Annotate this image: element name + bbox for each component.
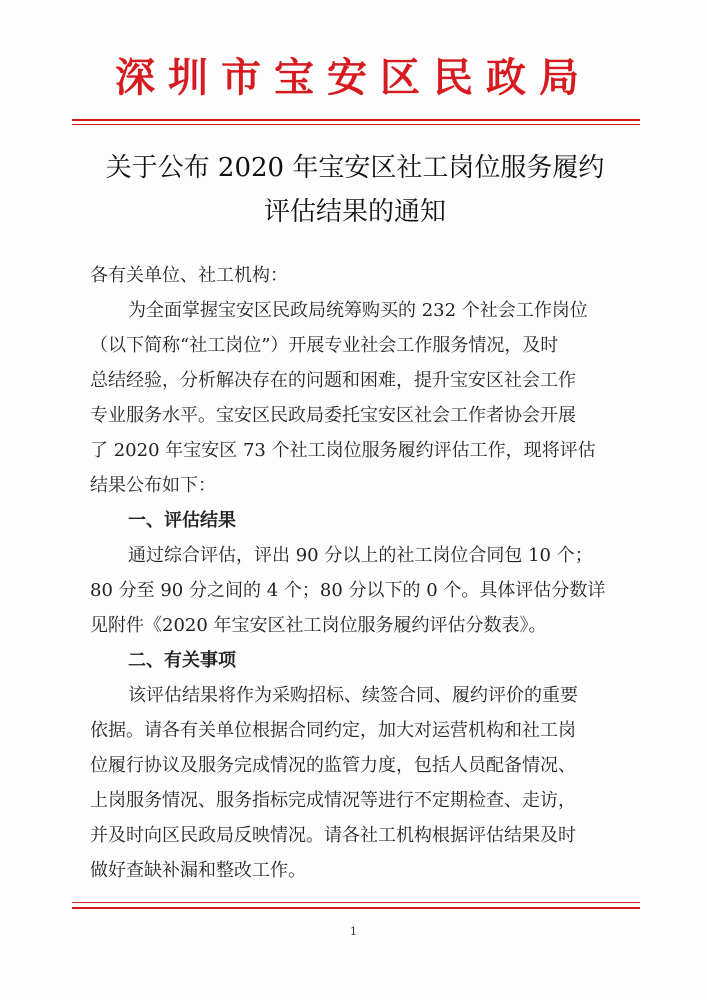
paragraph-line: 了 2020 年宝安区 73 个社工岗位服务履约评估工作，现将评估 xyxy=(90,440,596,461)
section-heading-results: 一、评估结果 xyxy=(128,510,236,531)
salutation: 各有关单位、社工机构： xyxy=(90,265,288,286)
matters-paragraph xyxy=(90,678,614,888)
paragraph-line: 为全面掌握宝安区民政局统筹购买的 232 个社会工作岗位 xyxy=(128,300,588,321)
header-rule-thick xyxy=(72,119,640,121)
paragraph-line: 位履行协议及服务完成情况的监管力度，包括人员配备情况、 xyxy=(90,755,576,776)
paragraph-line: 总结经验，分析解决存在的问题和困难，提升宝安区社会工作 xyxy=(90,370,576,391)
section-heading-matters: 二、有关事项 xyxy=(128,650,236,671)
document-title xyxy=(60,146,650,234)
paragraph-line: 上岗服务情况、服务指标完成情况等进行不定期检查、走访， xyxy=(90,790,576,811)
intro-paragraph xyxy=(90,293,614,503)
paragraph-line: 结果公布如下： xyxy=(90,475,216,496)
paragraph-line: 80 分至 90 分之间的 4 个；80 分以下的 0 个。具体评估分数详 xyxy=(90,580,606,601)
header-rule-thin xyxy=(72,124,640,125)
issuing-authority-header: 深圳市宝安区民政局 xyxy=(115,54,592,101)
results-paragraph xyxy=(90,538,614,643)
document-body xyxy=(90,258,614,888)
footer-rule-thin xyxy=(72,902,640,903)
title-line-1: 关于公布 2020 年宝安区社工岗位服务履约 xyxy=(105,153,605,183)
paragraph-line: 并及时向区民政局反映情况。请各社工机构根据评估结果及时 xyxy=(90,825,576,846)
title-line-2: 评估结果的通知 xyxy=(263,197,446,227)
paragraph-line: 专业服务水平。宝安区民政局委托宝安区社会工作者协会开展 xyxy=(90,405,576,426)
page-number: 1 xyxy=(350,925,357,938)
paragraph-line: 通过综合评估，评出 90 分以上的社工岗位合同包 10 个； xyxy=(128,545,593,566)
paragraph-line: 见附件《2020 年宝安区社工岗位服务履约评估分数表》。 xyxy=(90,615,547,636)
paragraph-line: 该评估结果将作为采购招标、续签合同、履约评价的重要 xyxy=(128,685,578,706)
paragraph-line: 依据。请各有关单位根据合同约定，加大对运营机构和社工岗 xyxy=(90,720,576,741)
footer-rule-thick xyxy=(72,907,640,909)
paragraph-line: （以下简称“社工岗位”）开展专业社会工作服务情况，及时 xyxy=(90,335,559,356)
paragraph-line: 做好查缺补漏和整改工作。 xyxy=(90,860,306,881)
